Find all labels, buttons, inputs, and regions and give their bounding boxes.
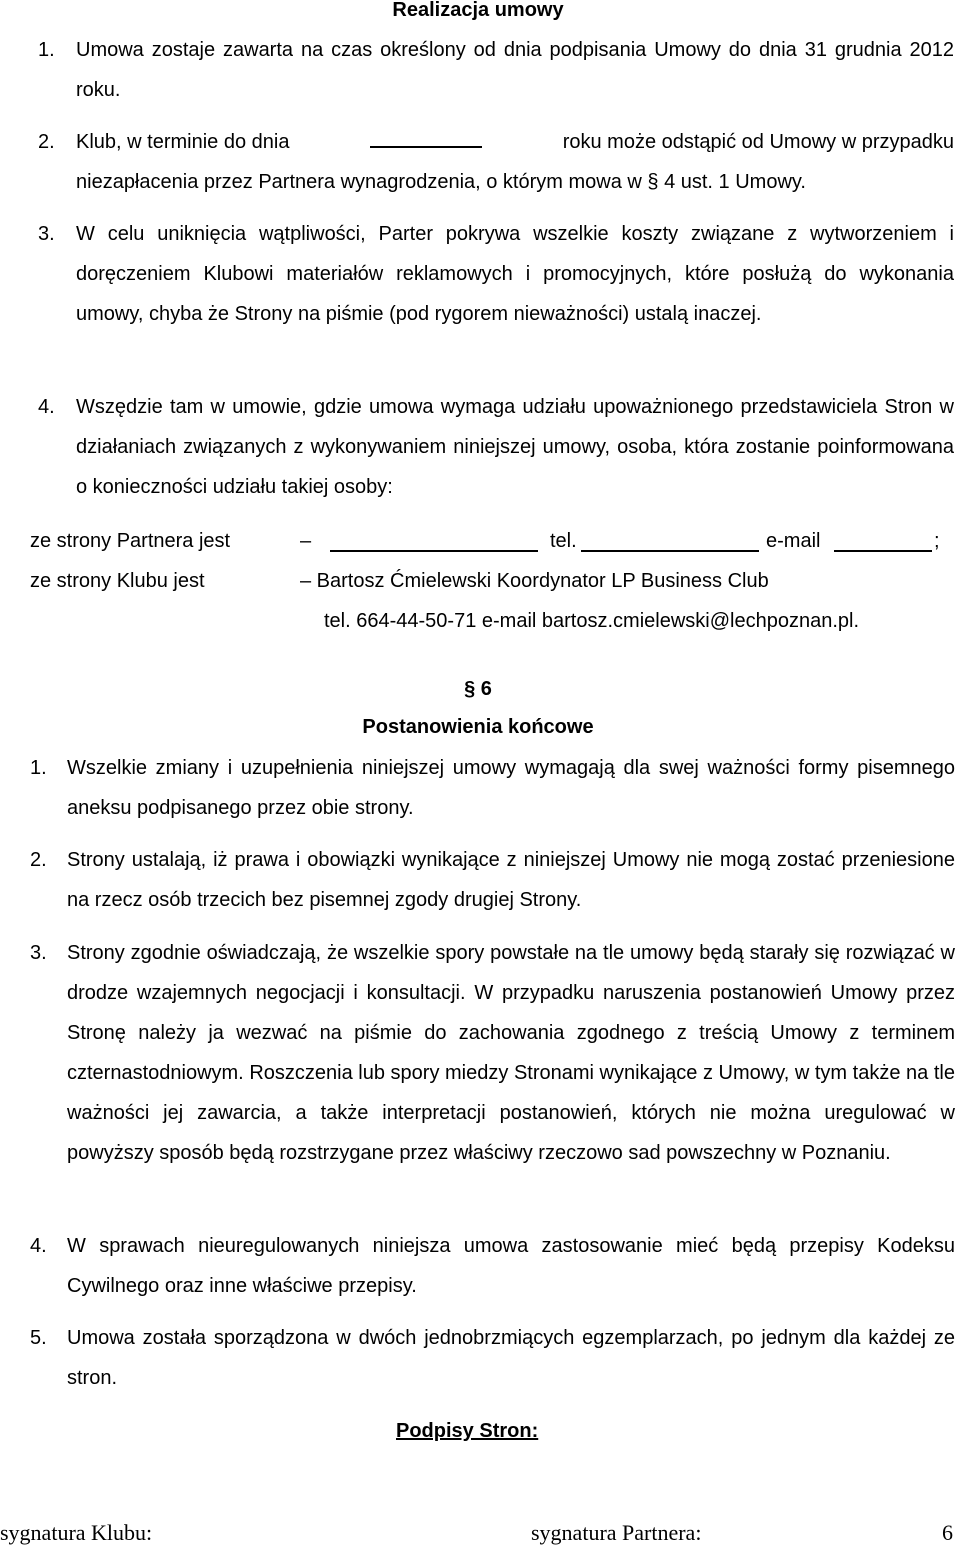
section-title: Realizacja umowy bbox=[392, 0, 564, 21]
list-item bbox=[0, 387, 960, 507]
partner-email-label: e-mail bbox=[766, 530, 821, 552]
item-text-line2: niezapłacenia przez Partnera wynagrodzenia, o którym mowa w § 4 ust. 1 Umowy. bbox=[76, 171, 806, 193]
partner-email-blank bbox=[834, 550, 932, 552]
signatures-title: Podpisy Stron: bbox=[396, 1420, 539, 1442]
item-number: 3. bbox=[38, 223, 55, 245]
item-text-start: Klub, w terminie do dnia bbox=[76, 131, 290, 153]
item-text: Wszelkie zmiany i uzupełnienia niniejszej umowy wymagają dla swej ważności formy pisemnego aneksu podpisanego przez obie strony. bbox=[67, 757, 955, 819]
list-item bbox=[0, 748, 960, 828]
item-text: Strony zgodnie oświadczają, że wszelkie spory powstałe na tle umowy będą starały się rozwiązać w drodze wzajemnych negocjacji i konsultacji. W przypadku naruszenia postanowień Umowy przez Stronę należy ja wezwać na piśmie do zachowania zgodnego z treścią Umowy z terminem czternastodniowym. Roszczenia lub spory miedzy Stronami wynikające z Umowy, w tym także na tle ważności jej zawarcia, a także interpretacji postanowień, których nie można uregulować w powyższy sposób będą rozstrzygane przez właściwy rzeczowo sad powszechny w Poznaniu. bbox=[67, 942, 955, 1164]
section-number: § 6 bbox=[464, 678, 492, 700]
partner-name-blank bbox=[330, 550, 538, 552]
list-item bbox=[0, 30, 960, 110]
item-number: 4. bbox=[38, 396, 55, 418]
partner-label: ze strony Partnera jest bbox=[30, 530, 231, 552]
item-text: W sprawach nieuregulowanych niniejsza umowa zastosowanie mieć będą przepisy Kodeksu Cywilnego oraz inne właściwe przepisy. bbox=[67, 1235, 955, 1297]
club-contact: tel. 664-44-50-71 e-mail bartosz.cmielewski@lechpoznan.pl. bbox=[324, 610, 859, 632]
item-number: 2. bbox=[30, 849, 47, 871]
item-text-end: roku może odstąpić od Umowy w przypadku bbox=[562, 131, 954, 153]
item-number: 3. bbox=[30, 942, 47, 964]
item-number: 2. bbox=[38, 131, 55, 153]
page-number: 6 bbox=[942, 1520, 953, 1545]
item-text: Umowa zostaje zawarta na czas określony od dnia podpisania Umowy do dnia 31 grudnia 2012 roku. bbox=[76, 39, 954, 101]
list-item bbox=[0, 1318, 960, 1398]
partner-end: ; bbox=[934, 530, 940, 552]
list-item bbox=[0, 933, 960, 1213]
item-number: 4. bbox=[30, 1235, 47, 1257]
item-number: 1. bbox=[38, 39, 55, 61]
section-title: Postanowienia końcowe bbox=[362, 716, 594, 738]
item-text: Umowa została sporządzona w dwóch jednobrzmiących egzemplarzach, po jednym dla każdej ze stron. bbox=[67, 1327, 955, 1389]
item-number: 1. bbox=[30, 757, 47, 779]
item-text: Wszędzie tam w umowie, gdzie umowa wymaga udziału upoważnionego przedstawiciela Stron w działaniach związanych z wykonywaniem niniejszej umowy, osoba, która zostanie poinformowana o konieczności udziału takiej osoby: bbox=[76, 396, 954, 498]
item-text: W celu uniknięcia wątpliwości, Parter pokrywa wszelkie koszty związane z wytworzeniem i doręczeniem Klubowi materiałów reklamowych i promocyjnych, które posłużą do wykonania umowy, chyba że Strony na piśmie (pod rygorem nieważności) ustalą inaczej. bbox=[76, 223, 954, 325]
item-number: 5. bbox=[30, 1327, 47, 1349]
date-blank-line bbox=[370, 146, 482, 148]
list-item bbox=[0, 214, 960, 374]
partner-tel-label: tel. bbox=[550, 530, 577, 552]
list-item bbox=[0, 840, 960, 920]
list-item bbox=[0, 1226, 960, 1306]
partner-tel-blank bbox=[581, 550, 759, 552]
partner-dash: – bbox=[300, 530, 312, 552]
partner-signature-label: sygnatura Partnera: bbox=[531, 1520, 702, 1545]
club-signature-label: sygnatura Klubu: bbox=[0, 1520, 153, 1545]
club-person: – Bartosz Ćmielewski Koordynator LP Business Club bbox=[300, 570, 769, 592]
club-label: ze strony Klubu jest bbox=[30, 570, 205, 592]
item-text: Strony ustalają, iż prawa i obowiązki wynikające z niniejszej Umowy nie mogą zostać przeniesione na rzecz osób trzecich bez pisemnej zgody drugiej Strony. bbox=[67, 849, 955, 911]
list-item bbox=[0, 122, 960, 202]
